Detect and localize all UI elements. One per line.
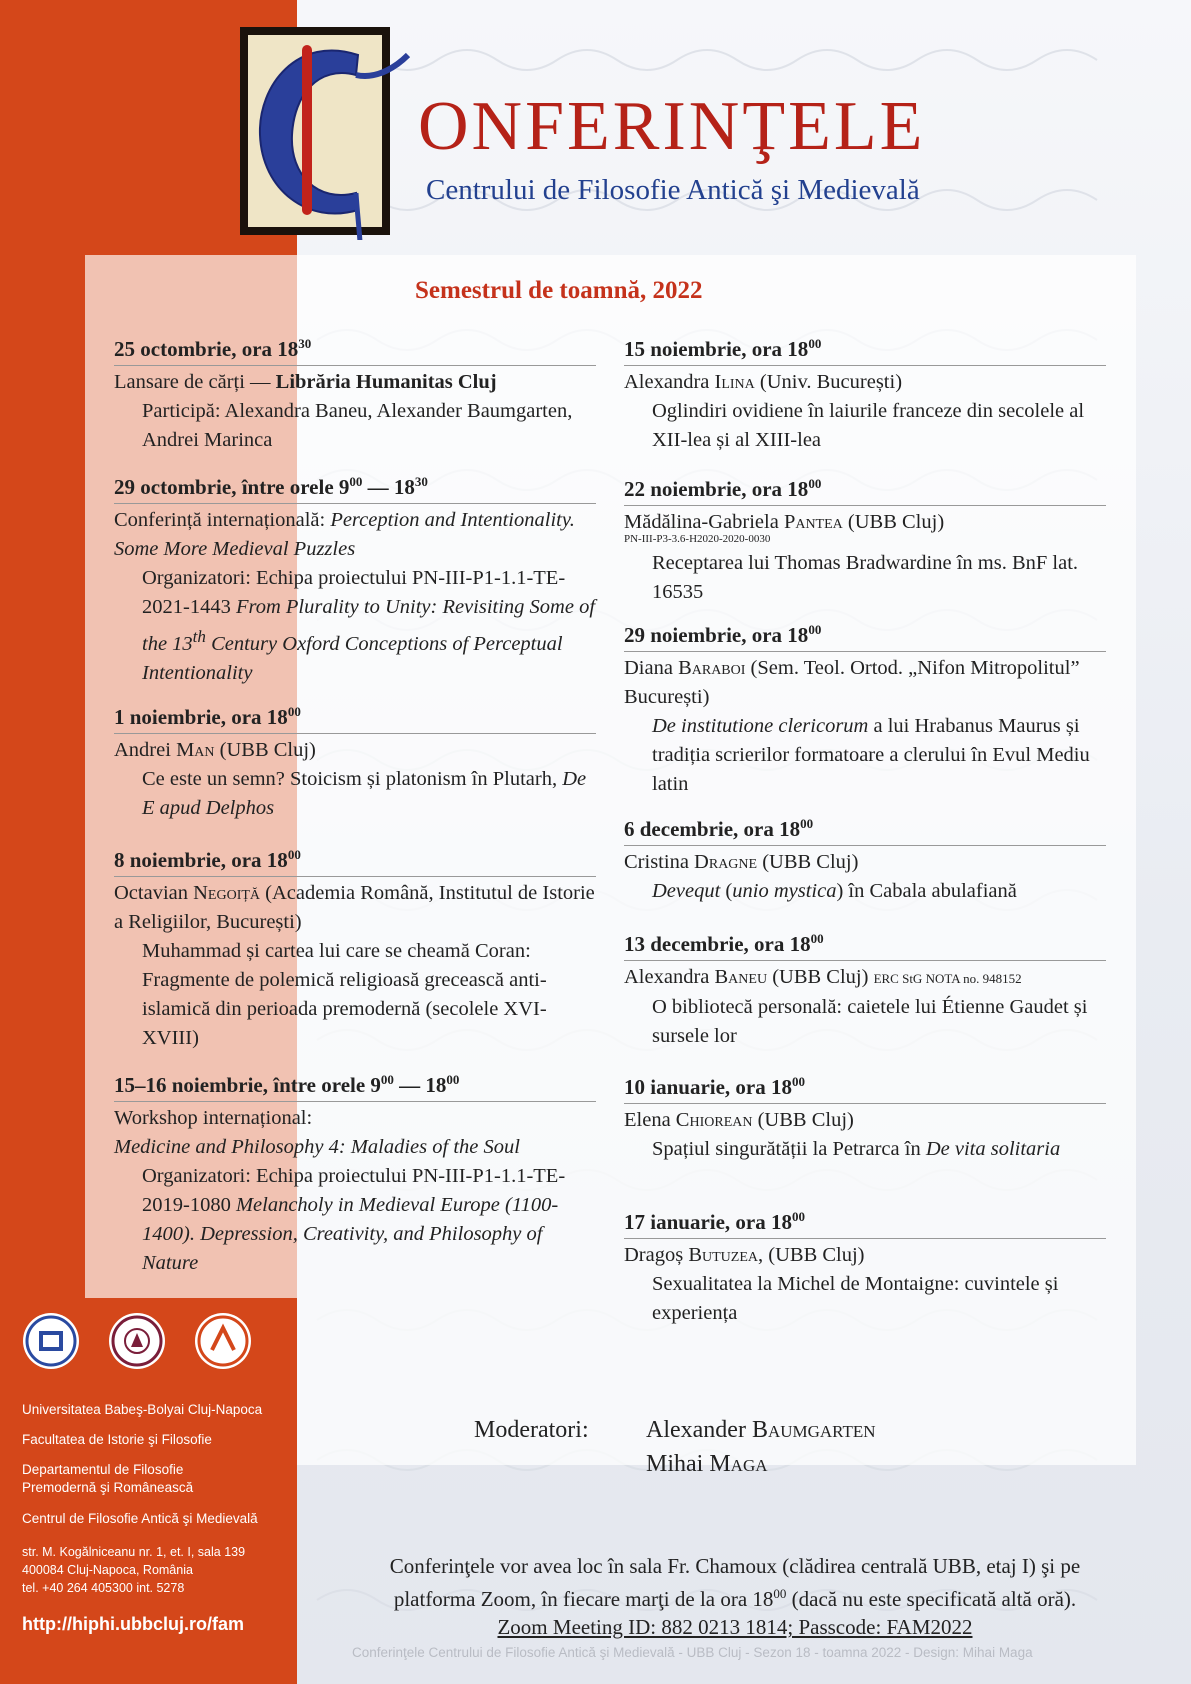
event-date: 6 decembrie, ora $18^{00}$: [624, 816, 1106, 846]
event-speaker: Lansare de cărți — Librăria Humanitas Cluj: [114, 371, 497, 394]
event-speaker: Octavian Negoiță (Academia Română, Institutul de Istorie a Religiilor, București): [114, 882, 595, 934]
website-link[interactable]: http://hiphi.ubbcluj.ro/fam: [22, 1614, 244, 1634]
event-speaker: Workshop internațional: Medicine and Philosophy 4: Maladies of the Soul: [114, 1107, 520, 1159]
page-title: ONFERINŢELE: [418, 88, 926, 165]
credit-line: Conferinţele Centrului de Filosofie Antică şi Medievală - UBB Cluj - Sezon 18 - toamna 2022 - Design: Mihai Maga: [352, 1645, 1033, 1660]
university-name: Universitatea Babeş-Bolyai Cluj-Napoca: [22, 1402, 263, 1417]
address-line-1: str. M. Kogălniceanu nr. 1, et. I, sala 139: [22, 1545, 246, 1559]
faculty-name: Facultatea de Istorie şi Filosofie: [22, 1432, 212, 1447]
department-name-2: Premodernă şi Românească: [22, 1480, 194, 1495]
event-title: Receptarea lui Thomas Bradwardine în ms. BnF lat. 16535: [652, 552, 1079, 604]
event-nov-29: [624, 622, 1106, 799]
event-nov-15-16: [114, 1072, 596, 1278]
event-title: Ce este un semn? Stoicism și platonism în Plutarh, De E apud Delphos: [142, 768, 587, 820]
page-subtitle: Centrului de Filosofie Antică şi Medievală: [426, 174, 920, 206]
footer-info: [320, 1552, 1150, 1641]
event-project-code: PN-III-P3-3.6-H2020-2020-0030: [624, 533, 771, 546]
event-title: Organizatori: Echipa proiectului PN-III-P1-1.1-TE-2019-1080 Melancholy in Medieval Europe (1100-1400). Depression, Creativity, and Philosophy of Nature: [142, 1165, 566, 1275]
event-date: 8 noiembrie, ora $18^{00}$: [114, 847, 596, 877]
event-speaker: Conferință internațională: Perception and Intentionality. Some More Medieval Puzzles: [114, 509, 575, 561]
event-speaker: Alexandra Ilina (Univ. București): [624, 371, 903, 394]
event-oct-29: [114, 474, 596, 688]
event-title: Sexualitatea la Michel de Montaigne: cuvintele și experiența: [652, 1273, 1059, 1325]
event-speaker: Diana Baraboi (Sem. Teol. Ortod. „Nifon Mitropolitul” București): [624, 657, 1080, 709]
decorated-initial-c-icon: [238, 25, 410, 240]
footer-line-1: Conferinţele vor avea loc în sala Fr. Chamoux (clădirea centrală UBB, etaj I) şi pe: [389, 1554, 1081, 1578]
address-line-2: 400084 Cluj-Napoca, România: [22, 1563, 193, 1577]
event-speaker: Cristina Dragne (UBB Cluj): [624, 851, 859, 874]
centre-name: Centrul de Filosofie Antică şi Medievală: [22, 1511, 258, 1526]
event-date: 1 noiembrie, ora $18^{00}$: [114, 704, 596, 734]
event-date: 15 noiembrie, ora $18^{00}$: [624, 336, 1106, 366]
event-title: O bibliotecă personală: caietele lui Étienne Gaudet și sursele lor: [652, 996, 1088, 1048]
event-title: Spațiul singurătății la Petrarca în De vita solitaria: [652, 1138, 1061, 1161]
event-date: 22 noiembrie, ora $18^{00}$: [624, 476, 1106, 506]
event-speaker: Dragoș Butuzea, (UBB Cluj): [624, 1244, 865, 1267]
moderator-2: Mihai Maga: [646, 1451, 768, 1477]
event-nov-8: [114, 847, 596, 1053]
event-date: 29 noiembrie, ora $18^{00}$: [624, 622, 1106, 652]
event-nov-22: [624, 476, 1106, 607]
moderators-label: Moderatori:: [474, 1417, 589, 1443]
event-jan-10: [624, 1074, 1106, 1164]
event-oct-25: [114, 336, 596, 455]
event-date: 29 octombrie, între orele $9^{00}$ — $18^{30}$: [114, 474, 596, 504]
faculty-seal-icon: [108, 1312, 166, 1370]
footer-line-2: platforma Zoom, în fiecare marţi de la ora $18^{00}$ (dacă nu este specificată altă oră).: [393, 1586, 1077, 1611]
institution-logos: [20, 1312, 260, 1377]
event-date: 15–16 noiembrie, între orele $9^{00}$ — $18^{00}$: [114, 1072, 596, 1102]
event-jan-17: [624, 1209, 1106, 1328]
event-speaker: Alexandra Baneu (UBB Cluj) ERC StG NOTA no. 948152: [624, 966, 1022, 989]
event-date: 13 decembrie, ora $18^{00}$: [624, 931, 1106, 961]
event-title: Muhammad și cartea lui care se cheamă Coran: Fragmente de polemică religioasă grecească anti-islamică din perioada premodernă (secolele XVI-XVIII): [142, 940, 547, 1050]
event-date: 17 ianuarie, ora $18^{00}$: [624, 1209, 1106, 1239]
event-title: Participă: Alexandra Baneu, Alexander Baumgarten, Andrei Marinca: [142, 400, 573, 452]
event-title: De institutione clericorum a lui Hrabanus Maurus și tradiția scrierilor formatoare a clerului în Evul Mediu latin: [652, 715, 1090, 796]
event-date: 25 octombrie, ora $18^{30}$: [114, 336, 596, 366]
event-title: Organizatori: Echipa proiectului PN-III-P1-1.1-TE-2021-1443 From Plurality to Unity: Revisiting Some of the 13th Century Oxford Conceptions of Perceptual Intentionality: [142, 567, 596, 685]
moderator-1: Alexander Baumgarten: [646, 1417, 876, 1443]
event-title: Devequt (unio mystica) în Cabala abulafiană: [652, 880, 1017, 903]
event-speaker: Andrei Man (UBB Cluj): [114, 739, 316, 762]
ubb-seal-icon: [22, 1312, 80, 1370]
zoom-meeting-link[interactable]: Zoom Meeting ID: 882 0213 1814; Passcode: FAM2022: [497, 1615, 973, 1639]
phone: tel. +40 264 405300 int. 5278: [22, 1581, 185, 1595]
event-title: Oglindiri ovidiene în laiurile franceze din secolele al XII-lea și al XIII-lea: [652, 400, 1085, 452]
event-dec-13: [624, 931, 1106, 1051]
event-nov-15: [624, 336, 1106, 455]
event-dec-6: [624, 816, 1106, 906]
semester-heading: Semestrul de toamnă, 2022: [415, 277, 703, 304]
event-date: 10 ianuarie, ora $18^{00}$: [624, 1074, 1106, 1104]
centre-seal-icon: [194, 1312, 252, 1370]
event-nov-1: [114, 704, 596, 823]
department-name-1: Departamentul de Filosofie: [22, 1462, 184, 1477]
event-speaker: Mădălina-Gabriela Pantea (UBB Cluj): [624, 511, 945, 534]
event-speaker: Elena Chiorean (UBB Cluj): [624, 1109, 854, 1132]
